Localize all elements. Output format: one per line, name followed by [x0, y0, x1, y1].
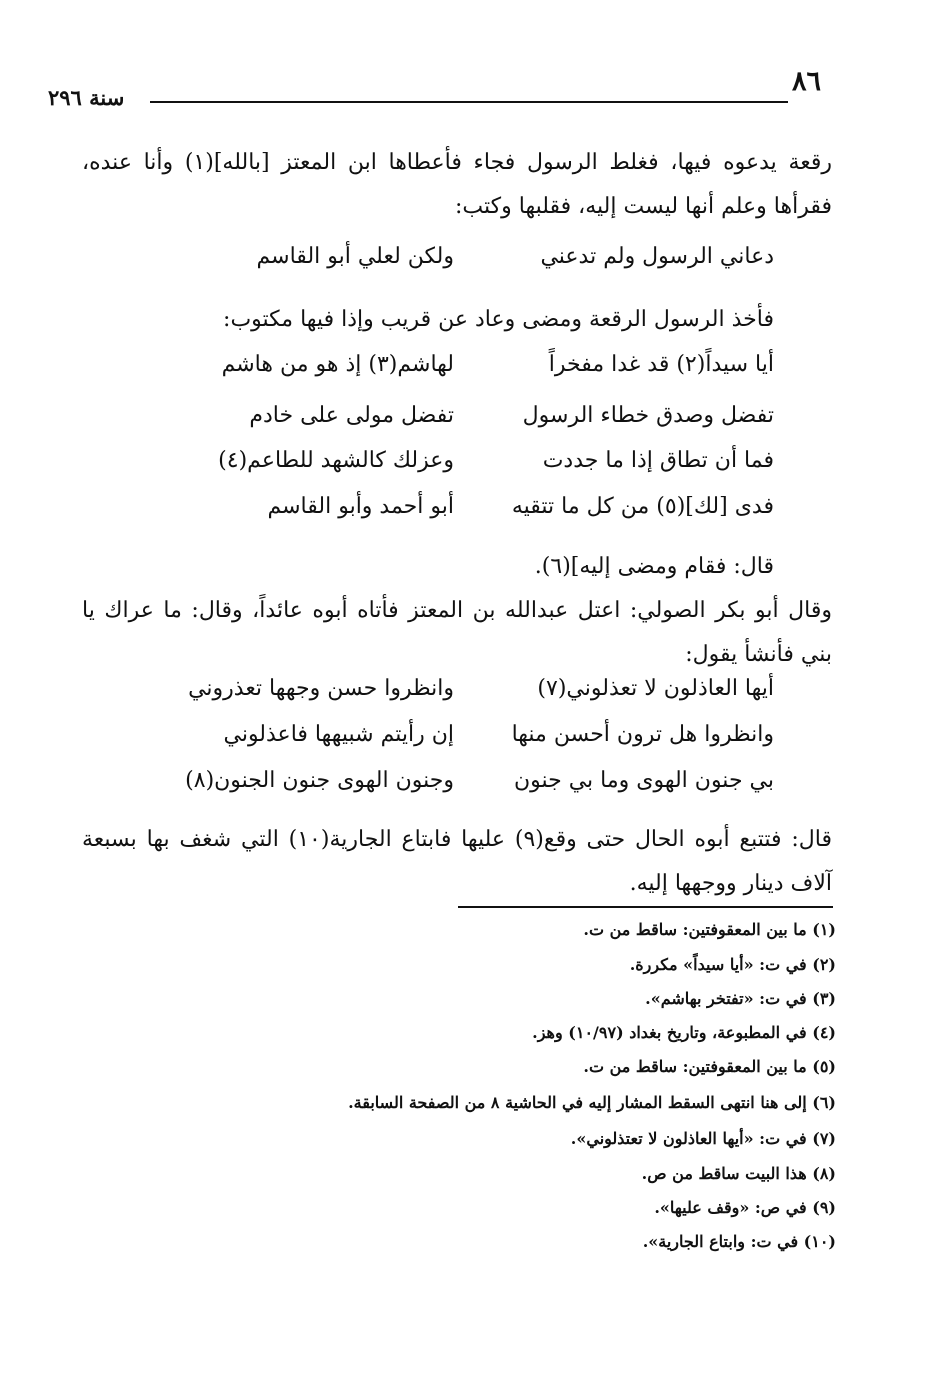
paragraph-4: وقال أبو بكر الصولي: اعتل عبدالله بن المعتز فأتاه أبوه عائداً، وقال: ما عراك يا بني فأنشأ يقول:: [82, 598, 832, 667]
footnote-9: (٩) في ص: «وقف عليها».: [654, 1198, 836, 1217]
footnote-6: (٦) إلى هنا انتهى السقط المشار إليه في الحاشية ٨ من الصفحة السابقة.: [348, 1093, 836, 1112]
footnote-separator: [458, 906, 833, 908]
verse-6-first-hemistich: أيها العاذلون لا تعذلوني(٧): [537, 676, 774, 701]
verse-8-first-hemistich: بي جنون الهوى وما بي جنون: [513, 768, 774, 793]
verse-4-first-hemistich: فما أن تطاق إذا ما جددت: [542, 448, 774, 473]
verse-2: [124, 352, 774, 398]
footnote-7: (٧) في ت: «أيها العاذلون لا تعتذلوني».: [570, 1129, 836, 1148]
page-number: ٨٦: [791, 66, 821, 97]
verse-3-second-hemistich: تفضل مولى على خادم: [249, 403, 454, 428]
verse-4-second-hemistich: وعزلك كالشهد للطاعم(٤): [218, 448, 454, 473]
verse-8: [124, 768, 774, 814]
footnote-2: (٢) في ت: «أيا سيداً» مكررة.: [629, 955, 836, 974]
verse-3: [124, 403, 774, 449]
verse-6-second-hemistich: وانظروا حسن وجهها تعذروني: [188, 676, 454, 701]
paragraph-5: قال: فتتبع أبوه الحال حتى وقع(٩) عليها فابتاع الجارية(١٠) التي شغف بها بسبعة آلاف دينار ووجهها إليه.: [82, 827, 832, 896]
verse-1-second-hemistich: ولكن لعلي أبو القاسم: [256, 244, 454, 269]
paragraph-3: قال: فقام ومضى إليه](٦).: [534, 554, 774, 579]
verse-6: [124, 676, 774, 722]
paragraph-1: رقعة يدعوه فيها، فغلط الرسول فجاء فأعطاها ابن المعتز [بالله](١) وأنا عنده، فقرأها وعلم أنها ليست إليه، فقلبها وكتب:: [82, 150, 832, 219]
verse-2-second-hemistich: لهاشم(٣) إذ هو من هاشم: [221, 352, 454, 377]
verse-5: [124, 494, 774, 540]
footnote-10: (١٠) في ت: وابتاع الجارية».: [642, 1232, 836, 1251]
verse-7-first-hemistich: وانظروا هل ترون أحسن منها: [511, 722, 774, 747]
verse-7: [124, 722, 774, 768]
verse-4: [124, 448, 774, 494]
verse-5-first-hemistich: فدى [لك](٥) من كل ما تتقيه: [511, 494, 774, 519]
footnote-8: (٨) هذا البيت ساقط من ص.: [641, 1164, 836, 1183]
footnote-4: (٤) في المطبوعة، وتاريخ بغداد (١٠/٩٧) وهز.: [532, 1023, 836, 1042]
footnote-5: (٥) ما بين المعقوفتين: ساقط من ت.: [583, 1057, 836, 1076]
verse-1: [124, 244, 774, 290]
verse-7-second-hemistich: إن رأيتم شبيهها فاعذلوني: [223, 722, 454, 747]
footnote-3: (٣) في ت: «تفتخر بهاشم».: [645, 989, 836, 1008]
footnote-1: (١) ما بين المعقوفتين: ساقط من ت.: [583, 920, 836, 939]
verse-5-second-hemistich: أبو أحمد وأبو القاسم: [267, 494, 454, 519]
paragraph-2: فأخذ الرسول الرقعة ومضى وعاد عن قريب وإذا فيها مكتوب:: [223, 307, 774, 332]
verse-3-first-hemistich: تفضل وصدق خطاء الرسول: [522, 403, 774, 428]
running-header-year: سنة ٢٩٦: [48, 85, 125, 110]
verse-8-second-hemistich: وجنون الهوى جنون الجنون(٨): [185, 768, 454, 793]
verse-1-first-hemistich: دعاني الرسول ولم تدعني: [540, 244, 774, 269]
header-rule: [150, 101, 788, 103]
verse-2-first-hemistich: أيا سيداً(٢) قد غدا مفخراً: [548, 352, 774, 377]
